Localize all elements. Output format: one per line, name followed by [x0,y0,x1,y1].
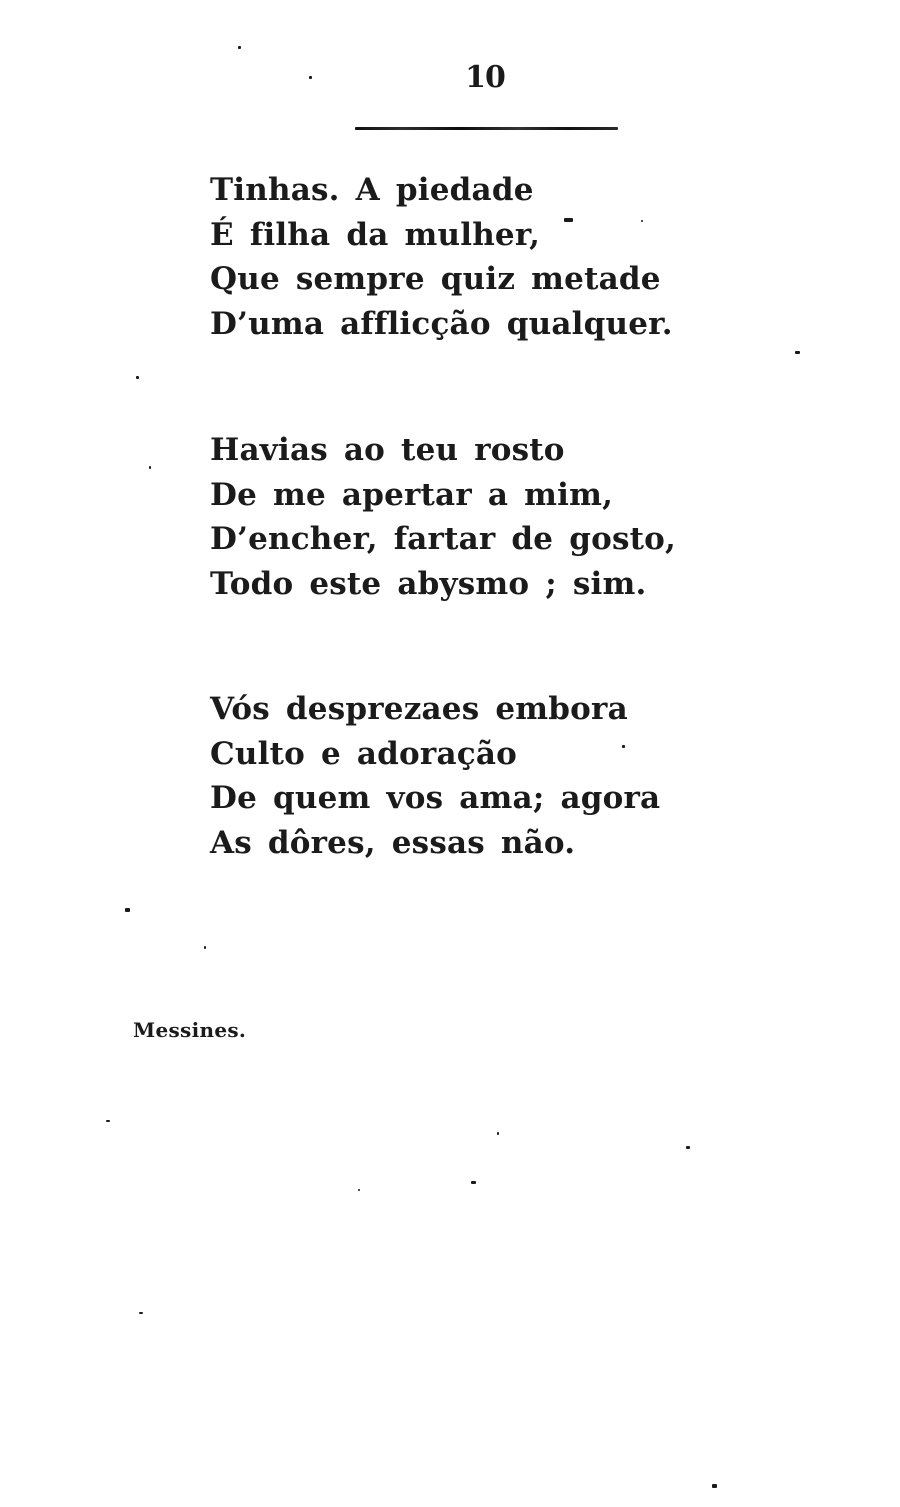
scan-artifact [125,908,130,912]
poem-line: D’encher, fartar de gosto, [210,521,677,557]
poem-line: D’uma afflicção qualquer. [210,305,673,342]
poem-line: Vós desprezaes embora [210,691,628,727]
scan-artifact [497,1132,499,1135]
scan-artifact [149,466,151,469]
scan-artifact [622,745,625,748]
poem-line: As dôres, essas não. [210,824,576,861]
poem-line: Culto e adoração [210,735,517,772]
scan-artifact [106,1120,110,1122]
poem-line: Tinhas. A piedade [210,172,534,208]
scan-artifact [564,218,573,222]
stanza-1 [210,168,673,346]
scan-artifact [238,46,241,49]
divider-rule [355,127,618,130]
scan-artifact [139,1312,143,1314]
scan-artifact [471,1181,476,1184]
scan-artifact [641,220,643,222]
stanza-2 [210,428,676,606]
scan-artifact [358,1189,360,1191]
stanza-3 [210,687,660,865]
poem-line: De me apertar a mim, [210,476,614,513]
scan-artifact [686,1146,690,1149]
scan-artifact [204,946,206,949]
page-number: 10 [465,60,505,95]
scan-artifact [309,76,312,79]
poem-line: Que sempre quiz metade [210,261,661,297]
poem-line: Todo este abysmo ; sim. [210,565,647,602]
signature-messines: Messines. [133,1018,247,1042]
poem-line: É filha da mulher, [210,216,541,253]
poem-line: De quem vos ama; agora [210,780,661,816]
scan-artifact [795,351,800,354]
poem-line: Havias ao teu rosto [210,432,565,468]
scan-artifact [712,1484,717,1488]
scan-artifact [136,376,139,379]
